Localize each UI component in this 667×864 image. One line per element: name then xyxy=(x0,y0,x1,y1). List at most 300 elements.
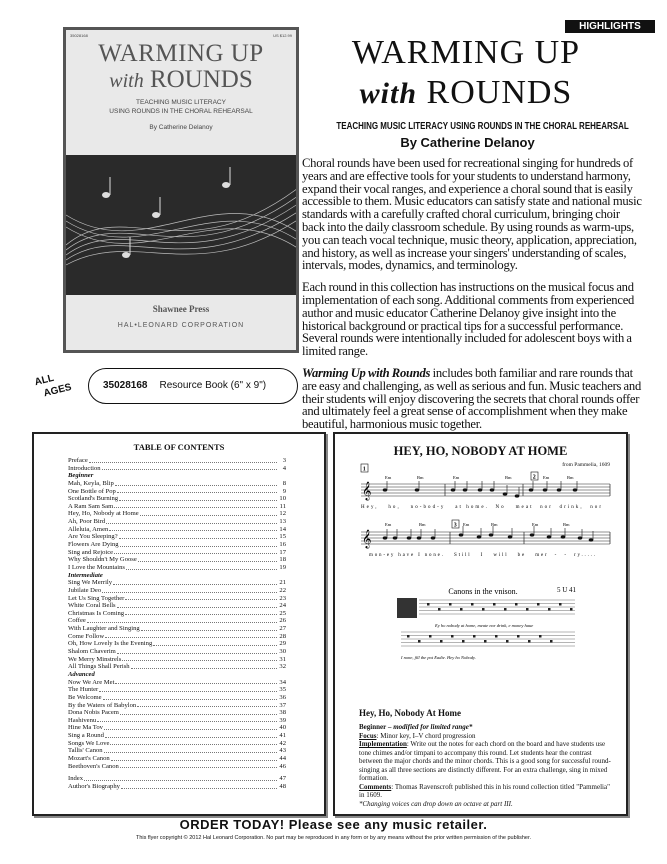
toc-leader xyxy=(141,625,277,631)
note-head xyxy=(463,488,468,491)
facsimile-note xyxy=(484,640,487,643)
cover-title-line2 xyxy=(66,66,296,94)
toc-entry-title: Jubilate Deo xyxy=(68,586,102,594)
toc-entry xyxy=(68,465,286,473)
toc-entry xyxy=(68,783,286,791)
toc-entry xyxy=(68,648,286,656)
note-head xyxy=(530,533,535,536)
toc-entry-title: Author's Biography xyxy=(68,782,120,790)
cover-title-rounds: ROUNDS xyxy=(149,66,253,93)
toc-entry-title: With Laughter and Singing xyxy=(68,625,140,633)
note-head xyxy=(477,535,482,538)
toc-page-number: 24 xyxy=(279,602,286,610)
toc-entry xyxy=(68,702,286,710)
comments-line xyxy=(359,783,611,800)
chord-symbol: Em xyxy=(543,475,550,480)
chord-symbol: Bm xyxy=(563,522,570,527)
product-description: Resource Book (6" x 9") xyxy=(159,380,267,391)
toc-leader xyxy=(111,755,277,761)
toc-leader xyxy=(121,783,277,789)
toc-leader xyxy=(102,465,277,471)
toc-entry-title: Sing and Rejoice xyxy=(68,548,114,556)
toc-page-number: 15 xyxy=(279,533,286,541)
facsimile-title: Canons in the vnison. xyxy=(448,587,518,596)
facsimile-note xyxy=(427,603,430,606)
toc-entry-title: Now We Are Met xyxy=(68,678,115,686)
toc-entry xyxy=(68,488,286,496)
chord-symbol: Em xyxy=(453,475,460,480)
focus-label: Focus xyxy=(359,731,377,740)
rehearsal-mark: 2 xyxy=(532,474,536,481)
note-head xyxy=(478,488,483,491)
toc-page-number: 23 xyxy=(279,594,286,602)
toc-entry xyxy=(68,518,286,526)
toc-entry-title: By the Waters of Babylon xyxy=(68,701,137,709)
toc-leader xyxy=(138,556,277,562)
toc-entry-title: Come Follow xyxy=(68,632,105,640)
level-line xyxy=(359,723,611,732)
toc-leader xyxy=(97,717,277,723)
toc-entry-title: Ah, Poor Bird xyxy=(68,518,106,526)
cover-wave-artwork xyxy=(66,155,299,295)
toc-section-heading xyxy=(68,572,286,580)
title-line2 xyxy=(300,74,632,113)
toc-page-number: 42 xyxy=(279,739,286,747)
facsimile-note xyxy=(526,608,529,611)
facsimile-note xyxy=(473,635,476,638)
toc-entry xyxy=(68,617,286,625)
toc-leader xyxy=(125,595,277,601)
title-rounds: ROUNDS xyxy=(426,74,573,111)
toc-entry-title: White Coral Bells xyxy=(68,602,116,610)
facsimile-note xyxy=(451,635,454,638)
toc-entry-title: Mah, Keyla, Blip xyxy=(68,479,114,487)
toc-entry-title: Coffee xyxy=(68,617,86,625)
note-head xyxy=(431,536,436,539)
toc-entry xyxy=(68,480,286,488)
note-head xyxy=(515,494,520,497)
facsimile-note xyxy=(559,603,562,606)
facsimile-note xyxy=(460,608,463,611)
note-head xyxy=(451,488,456,491)
toc-section-label: Beginner xyxy=(68,472,94,480)
toc-page-number: 13 xyxy=(279,518,286,526)
chord-symbol: Bm xyxy=(417,475,424,480)
note-head xyxy=(407,536,412,539)
toc-page-number: 48 xyxy=(279,782,286,790)
facsimile-note xyxy=(515,603,518,606)
toc-page-number: 47 xyxy=(279,775,286,783)
toc-page-number: 40 xyxy=(279,724,286,732)
toc-entry-title: Tallis' Canon xyxy=(68,747,103,755)
note-head xyxy=(459,533,464,536)
note-head xyxy=(573,488,578,491)
song-source: from Pammelia, 1609 xyxy=(562,462,610,468)
ages-line1: ALL xyxy=(33,372,56,389)
toc-entry xyxy=(68,503,286,511)
implementation-label: Implementation xyxy=(359,740,407,748)
toc-entry xyxy=(68,686,286,694)
description xyxy=(302,157,644,440)
description-paragraph-2: Each round in this collection has instructions on the musical focus and implementation of each song. Additional comments from experienced author and music educator Catherine Delanoy give insight into the historical background or practical tips for a successful performance. Several rounds were intentionally included for adolescent boys with a limited range. xyxy=(302,280,635,359)
note-head xyxy=(543,488,548,491)
music-notation xyxy=(335,434,628,674)
toc-page-number: 36 xyxy=(279,693,286,701)
notes-title: Hey, Ho, Nobody At Home xyxy=(359,708,462,718)
sample-page-panel xyxy=(333,432,628,816)
toc-entry-title: Introduction xyxy=(68,464,101,472)
toc-leader xyxy=(105,732,277,738)
toc-leader xyxy=(120,763,277,769)
toc-entry xyxy=(68,679,286,687)
toc-leader xyxy=(140,510,277,516)
toc-entry xyxy=(68,495,286,503)
toc-leader xyxy=(110,740,277,746)
toc-entry-title: Oh, How Lovely Is the Evening xyxy=(68,640,153,648)
toc-page-number: 12 xyxy=(279,510,286,518)
note-head xyxy=(417,536,422,539)
facsimile-note xyxy=(506,640,509,643)
title-with: with xyxy=(359,77,418,110)
toc-page-number: 11 xyxy=(279,502,286,510)
note-head xyxy=(529,488,534,491)
toc-page-number: 31 xyxy=(279,655,286,663)
toc-entry-title: Sing a Round xyxy=(68,732,104,740)
facsimile-note xyxy=(537,603,540,606)
chord-symbol: Bm xyxy=(567,475,574,480)
toc-leader xyxy=(122,656,277,662)
copyright-notice: This flyer copyright © 2012 Hal Leonard Corporation. No part may be reproduced in any form or by any means without the prior written permission of the publisher. xyxy=(135,835,532,841)
toc-entry xyxy=(68,556,286,564)
toc-entry-title: We Merry Minstrels xyxy=(68,655,122,663)
facsimile-note xyxy=(504,608,507,611)
note-head xyxy=(393,536,398,539)
toc-entry xyxy=(68,564,286,572)
toc-entry xyxy=(68,755,286,763)
footnote-text: *Changing voices can drop down an octave at part III. xyxy=(359,799,513,808)
toc-entry-title: Preface xyxy=(68,457,88,464)
toc-list xyxy=(34,457,324,791)
toc-leader xyxy=(126,564,277,570)
subtitle: TEACHING MUSIC LITERACY USING ROUNDS IN THE CHORAL REHEARSAL xyxy=(336,120,629,132)
toc-page-number: 21 xyxy=(279,579,286,587)
toc-page-number: 37 xyxy=(279,701,286,709)
toc-entry xyxy=(68,579,286,587)
toc-entry-title: All Things Shall Perish xyxy=(68,663,130,671)
note-head xyxy=(383,488,388,491)
toc-entry xyxy=(68,747,286,755)
toc-leader xyxy=(84,775,277,781)
toc-leader xyxy=(87,617,277,623)
note-head xyxy=(589,538,594,541)
note-head xyxy=(383,536,388,539)
note-head xyxy=(578,536,583,539)
cover-title-line1: WARMING UP xyxy=(98,40,264,67)
note-head xyxy=(490,488,495,491)
chord-symbol: Em xyxy=(532,522,539,527)
toc-entry-title: Mozart's Canon xyxy=(68,754,110,762)
product-number: 35028168 xyxy=(103,380,148,391)
facsimile-note xyxy=(570,608,573,611)
facsimile-note xyxy=(471,603,474,606)
facsimile-note xyxy=(407,635,410,638)
toc-entry xyxy=(68,763,286,771)
toc-entry-title: Scotland's Burning xyxy=(68,495,119,503)
toc-page-number: 35 xyxy=(279,686,286,694)
toc-entry xyxy=(68,633,286,641)
note-head xyxy=(489,533,494,536)
focus-text: : Minor key, I–V chord progression xyxy=(376,731,476,740)
toc-page-number: 38 xyxy=(279,709,286,717)
cover-sku: 35028168 xyxy=(70,33,88,38)
highlights-badge: HIGHLIGHTS xyxy=(565,20,655,33)
footnote xyxy=(359,800,611,809)
toc-section-heading xyxy=(68,671,286,679)
cover-publisher: Shawnee Press xyxy=(152,304,210,314)
toc-entry xyxy=(68,775,286,783)
toc-page-number: 46 xyxy=(279,762,286,770)
toc-page-number: 22 xyxy=(279,586,286,594)
toc-leader xyxy=(103,694,277,700)
note-head xyxy=(415,488,420,491)
toc-entry-title: Let Us Sing Together xyxy=(68,594,125,602)
treble-clef-icon: 𝄞 xyxy=(362,531,372,548)
cover-subtitle-1: TEACHING MUSIC LITERACY xyxy=(136,99,226,106)
toc-entry-title: Christmas Is Coming xyxy=(68,609,125,617)
book-cover xyxy=(63,27,299,353)
toc-leader xyxy=(137,702,277,708)
cover-subtitle xyxy=(66,98,296,116)
facsimile-note xyxy=(418,640,421,643)
cover-price: US $12.99 xyxy=(273,33,292,38)
toc-leader xyxy=(104,724,277,730)
toc-page-number: 34 xyxy=(279,678,286,686)
toc-entry-title: Hine Ma Tov xyxy=(68,724,103,732)
book-title-emphasis: Warming Up with Rounds xyxy=(302,365,431,380)
toc-page-number: 16 xyxy=(279,541,286,549)
toc-entry xyxy=(68,541,286,549)
toc-page-number: 44 xyxy=(279,754,286,762)
product-info-pill xyxy=(88,368,298,404)
toc-leader xyxy=(114,503,277,509)
toc-entry-title: Alleluia, Amen xyxy=(68,525,109,533)
toc-entry xyxy=(68,663,286,671)
note-head xyxy=(503,492,508,495)
facsimile-page: 5 U 41 xyxy=(557,586,577,594)
toc-leader xyxy=(120,541,277,547)
toc-entry-title: Shalom Chaverim xyxy=(68,648,116,656)
toc-page-number: 29 xyxy=(279,640,286,648)
cover-author: By Catherine Delanoy xyxy=(149,124,213,131)
toc-leader xyxy=(153,640,277,646)
toc-leader xyxy=(113,579,277,585)
toc-section-label: Advanced xyxy=(68,670,95,678)
toc-entry-title: One Bottle of Pop xyxy=(68,487,116,495)
facsimile-lyric-1: Ey ho nobody at home, meate nor drink, e money haue xyxy=(435,623,534,628)
toc-section-label: Intermediate xyxy=(68,571,103,579)
paragraph-3-text: includes both familiar and rare rounds that are easy and challenging, as well as serious and fun. Music teachers and their students will enjoy discovering the secrets that choral rounds offer and ultimately feel a great sense of accomplishment when they make beautiful, harmonious music together. xyxy=(302,365,641,432)
toc-page-number: 3 xyxy=(282,457,286,464)
toc-leader xyxy=(115,679,277,685)
toc-leader xyxy=(99,686,277,692)
toc-entry xyxy=(68,526,286,534)
toc-entry-title: Index xyxy=(68,775,84,783)
facsimile-lyric-2: I none, fill the pot Eadie. Hey ho Nobody. xyxy=(401,655,476,660)
toc-entry-title: Hey, Ho, Nobody at Home xyxy=(68,510,139,518)
note-head xyxy=(508,535,513,538)
level-note: – modified for limited range* xyxy=(386,723,473,731)
toc-entry-title: The Hunter xyxy=(68,686,99,694)
toc-leader xyxy=(106,518,277,524)
implementation-text: : Write out the notes for each chord on the board and have students use tone chimes and/or timpani to accompany this round. Let students hear the contrast between the major chords and the minor chords. This is a good song for successful round-singing as all three sections are distinctly different. For an extra challenge, sing in mixed formation. xyxy=(359,740,611,782)
facsimile-note xyxy=(449,603,452,606)
toc-entry xyxy=(68,717,286,725)
toc-page-number: 28 xyxy=(279,632,286,640)
toc-entry xyxy=(68,549,286,557)
toc-entry xyxy=(68,602,286,610)
toc-entry xyxy=(68,625,286,633)
song-title: HEY, HO, NOBODY AT HOME xyxy=(393,444,568,458)
toc-page-number: 14 xyxy=(279,525,286,533)
focus-line xyxy=(359,732,611,741)
chord-symbol: Bm xyxy=(491,522,498,527)
toc-page-number: 9 xyxy=(282,487,286,495)
toc-leader xyxy=(114,549,277,555)
toc-leader xyxy=(117,602,277,608)
lyrics-line-1: Hey, ho, no-bod-y at home. No meat nor drink, nor xyxy=(361,505,601,510)
toc-entry xyxy=(68,610,286,618)
toc-leader xyxy=(131,663,277,669)
toc-entry xyxy=(68,640,286,648)
facsimile-note xyxy=(517,635,520,638)
toc-page-number: 10 xyxy=(279,495,286,503)
toc-entry xyxy=(68,732,286,740)
toc-leader xyxy=(89,457,277,463)
facsimile-note xyxy=(495,635,498,638)
toc-entry xyxy=(68,587,286,595)
toc-leader xyxy=(119,495,277,501)
rehearsal-mark: 3 xyxy=(453,522,457,529)
rehearsal-mark: 1 xyxy=(362,466,366,473)
facsimile-note xyxy=(440,640,443,643)
toc-entry xyxy=(68,533,286,541)
toc-entry xyxy=(68,709,286,717)
toc-entry-title: Hashivenu xyxy=(68,716,97,724)
treble-clef-icon: 𝄞 xyxy=(362,483,372,500)
chord-symbol: Em xyxy=(463,522,470,527)
chord-symbol: Em xyxy=(385,475,392,480)
toc-entry xyxy=(68,724,286,732)
toc-page-number: 4 xyxy=(282,464,286,472)
toc-leader xyxy=(117,488,277,494)
toc-entry-title: Sing We Merrily xyxy=(68,579,113,587)
toc-leader xyxy=(115,480,277,486)
toc-section-heading xyxy=(68,472,286,480)
facsimile-note xyxy=(429,635,432,638)
description-paragraph-1: Choral rounds have been used for recreational singing for hundreds of years and are effective tools for your students to understand harmony, expand their vocal ranges, and experience a choral sound that is easily accessible to them. Music educators can satisfy state and national music standards with a carefully crafted choral curriculum, bringing choir back into the daily classroom schedule. By using rounds as warm-ups, you can teach vocal technique, music theory, application, appreciation, and history, as well as increase your singers' understanding of scales, intervals, modes, dynamics, and terminology. xyxy=(302,156,642,273)
all-ages-label xyxy=(33,368,73,402)
chord-symbol: Bm xyxy=(505,475,512,480)
toc-page-number: 41 xyxy=(279,732,286,740)
comments-label: Comments xyxy=(359,782,392,791)
cover-distributor-logo: HAL•LEONARD CORPORATION xyxy=(117,322,245,329)
toc-leader xyxy=(120,709,277,715)
song-notes xyxy=(359,708,611,808)
implementation-line xyxy=(359,740,611,783)
toc-entry-title: A Ram Sam Sam xyxy=(68,502,114,510)
toc-entry-title: Are You Sleeping? xyxy=(68,533,118,541)
toc-page-number: 19 xyxy=(279,563,286,571)
cover-title-with: with xyxy=(109,70,144,92)
description-paragraph-3 xyxy=(302,367,644,431)
toc-page-number: 30 xyxy=(279,648,286,656)
toc-title: TABLE OF CONTENTS xyxy=(133,442,225,452)
toc-entry-title: I Love the Mountains xyxy=(68,563,125,571)
facsimile-note xyxy=(462,640,465,643)
toc-leader xyxy=(102,587,277,593)
toc-leader xyxy=(119,533,277,539)
chord-symbol: Em xyxy=(385,522,392,527)
note-head xyxy=(547,535,552,538)
toc-leader xyxy=(125,610,277,616)
toc-page-number: 27 xyxy=(279,625,286,633)
toc-page-number: 43 xyxy=(279,747,286,755)
note-head xyxy=(561,535,566,538)
toc-page-number: 39 xyxy=(279,716,286,724)
author: By Catherine Delanoy xyxy=(400,135,535,150)
toc-page-number: 32 xyxy=(279,663,286,671)
facsimile-note xyxy=(493,603,496,606)
facsimile-note xyxy=(438,608,441,611)
note-head xyxy=(557,488,562,491)
facsimile-note xyxy=(528,640,531,643)
toc-entry-title: Songs We Love xyxy=(68,739,110,747)
table-of-contents-panel xyxy=(32,432,326,816)
toc-leader xyxy=(117,648,277,654)
toc-page-number: 26 xyxy=(279,617,286,625)
toc-page-number: 17 xyxy=(279,548,286,556)
toc-leader xyxy=(105,633,277,639)
facsimile-note xyxy=(539,635,542,638)
facsimile-note xyxy=(548,608,551,611)
toc-entry xyxy=(68,457,286,465)
chord-symbol: Bm xyxy=(419,522,426,527)
toc-page-number: 18 xyxy=(279,556,286,564)
toc-leader xyxy=(104,747,277,753)
toc-entry-title: Beethoven's Canon xyxy=(68,762,119,770)
facsimile-initial-letter xyxy=(397,598,417,618)
toc-entry xyxy=(68,694,286,702)
toc-entry xyxy=(68,740,286,748)
toc-page-number: 8 xyxy=(282,479,286,487)
toc-entry-title: Why Shouldn't My Goose xyxy=(68,556,137,564)
toc-entry xyxy=(68,510,286,518)
lyrics-line-2: mon-ey have I none. Still I will be mer - - ry..... xyxy=(369,553,595,558)
toc-leader xyxy=(109,526,277,532)
cover-subtitle-2: USING ROUNDS IN THE CHORAL REHEARSAL xyxy=(109,108,253,115)
title-line1: WARMING UP xyxy=(351,34,581,71)
toc-entry-title: Dona Nobis Pacem xyxy=(68,709,119,717)
toc-page-number: 25 xyxy=(279,609,286,617)
ages-line2: AGES xyxy=(42,381,73,400)
toc-entry xyxy=(68,656,286,664)
toc-entry-title: Flowers Are Dying xyxy=(68,541,119,549)
comments-text: : Thomas Ravenscroft published this in his round collection titled "Pammelia" in 1609. xyxy=(359,782,610,799)
facsimile-note xyxy=(550,640,553,643)
order-callout: ORDER TODAY! Please see any music retailer. xyxy=(179,817,488,832)
level: Beginner xyxy=(359,723,387,731)
toc-entry-title: Be Welcome xyxy=(68,693,102,701)
